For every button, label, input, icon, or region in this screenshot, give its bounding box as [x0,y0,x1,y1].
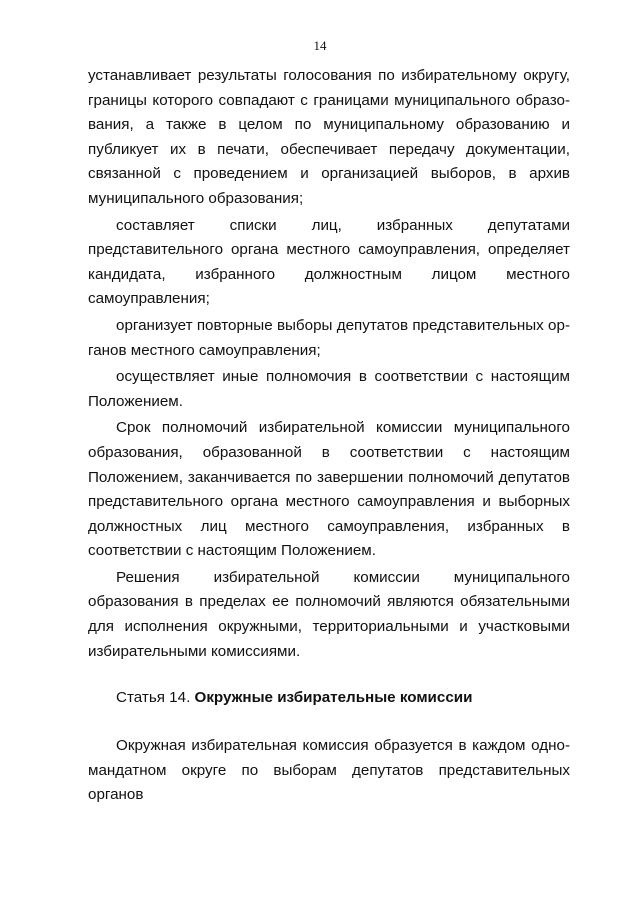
paragraph-results: устанавливает результаты голосования по избирательному округу, границы которого совпадают с границами муниципального образования, а также в целом по муниципальному образованию и публикует их в печати, обеспечивает передачу документации, связанной с проведением и организацией выборов, в архив муниципального образования; [88,67,570,207]
article-title: Окружные избирательные комиссии [194,689,473,707]
article-prefix: Статья 14. [116,689,195,707]
article-heading [88,686,570,710]
paragraph-term: Срок полномочий избирательной комиссии муниципального образования, образованной в соответствии с настоящим Положением, заканчивается по завершении полномочий депутатов представительного органа местного самоуправления и выборных должностных лиц местного самоуправления, избранных в соответствии с настоящим Положением. [88,419,570,560]
paragraph-other-powers: осуществляет иные полномочия в соответствии с настоящим Положением. [88,368,570,410]
document-body [88,64,570,808]
paragraph-repeat-elections: организует повторные выборы депутатов представительных органов местного самоуправления; [88,316,570,359]
paragraph-district-commission: Окружная избирательная комиссия образуется в каждом одномандатном округе по выборам депутатов представительных органов [88,737,570,804]
paragraph-decisions: Решения избирательной комиссии муниципального образования в пределах ее полномочий являются обязательными для исполнения окружными, территориальными и участковыми избирательными комиссиями. [88,568,570,660]
page-number: 14 [313,38,327,53]
paragraph-lists: составляет списки лиц, избранных депутатами представительного органа местного самоуправления, определяет кандидата, избранного должностным лицом местного самоуправления; [88,216,570,308]
